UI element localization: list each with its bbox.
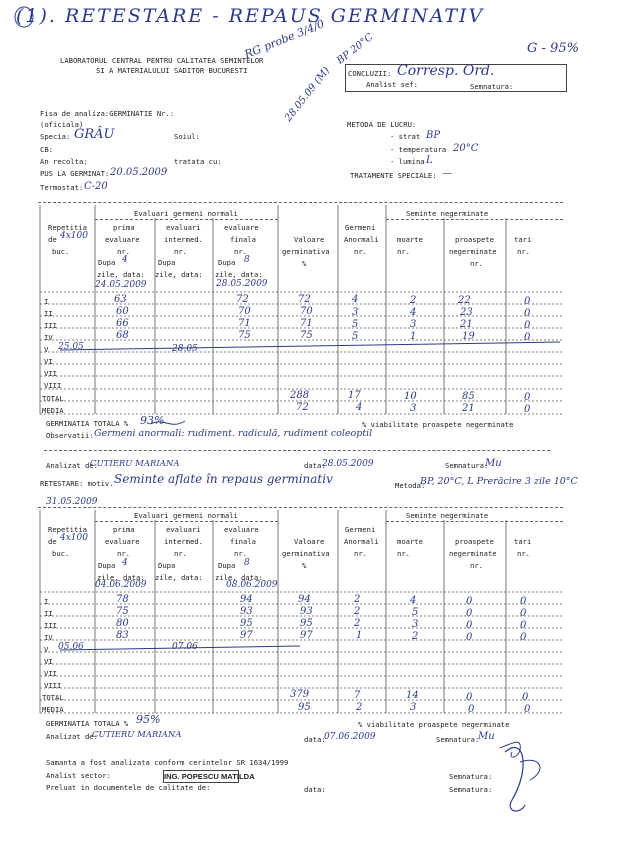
t2-r4-anormali: 1: [356, 630, 363, 641]
t1-row-label-VIII: VIII: [44, 381, 62, 390]
t2-zile-data-2: zile, data:: [155, 573, 203, 582]
retest-label: RETESTARE: motiv.: [40, 479, 114, 488]
t2-r3-finala: 95: [240, 618, 253, 629]
t1-r4-valoare: 75: [300, 330, 313, 341]
t1-dupa-finala-label: Dupa: [218, 258, 236, 267]
t2-media-valoare: 95: [298, 702, 311, 713]
t1-date-label: data:: [304, 461, 326, 470]
t2-r2-anormali: 2: [354, 606, 361, 617]
analysis-sheet-label: Fisa de analiza:GERMINATIE Nr.:: [40, 109, 175, 118]
t2-r2-prima: 75: [116, 606, 129, 617]
method-label: METODA DE LUCRU:: [347, 120, 417, 129]
retest-reason: Seminte aflate în repaus germinativ: [114, 472, 333, 486]
t1-observations-value: Germeni anormali: rudiment. radiculă, rudiment coleoptil: [94, 428, 373, 439]
t1-total-label: TOTAL: [42, 394, 64, 403]
t1-analyzed-by-label: Analizat de:: [46, 461, 98, 470]
t1-row-label-VI: VI: [44, 357, 53, 366]
t1-viability-label: % viabilitate proaspete negerminate: [362, 420, 514, 429]
t1-total-squiggle: [150, 421, 185, 424]
t1-observations-label: Observatii:: [46, 431, 94, 440]
t1-row-label-I: I: [44, 297, 49, 306]
retest-method-label: Metoda:: [395, 481, 426, 490]
t1-col-finala: finala: [230, 235, 256, 244]
t2-row-label-IV: IV: [44, 633, 53, 642]
retest-method-value: BP, 20°C, L Prerăcire 3 zile 10°C: [420, 476, 578, 487]
t2-col-interned: intermed.: [164, 537, 203, 546]
t1-col-germeni: Germeni: [345, 223, 376, 232]
taken-over-label: Preluat in documentele de calitate de:: [46, 783, 211, 792]
chief-signature-label: Semnatura:: [470, 82, 514, 91]
t2-col-buc: buc.: [52, 549, 70, 558]
t1-col-negerminate: negerminate: [449, 247, 497, 256]
conclusions-label: CONCLUZII:: [348, 69, 392, 78]
t1-total-tari: 0: [524, 392, 531, 403]
t1-media-valoare: 72: [296, 402, 309, 413]
t1-media-anormali: 4: [356, 402, 363, 413]
t2-zile-data-3: zile, data:: [215, 573, 263, 582]
t2-row-label-VIII: VIII: [44, 681, 62, 690]
t1-signature: Mu: [485, 458, 502, 469]
germination-result-handwritten: G - 95%: [527, 41, 579, 56]
t1-r2-finala: 70: [238, 306, 251, 317]
t1-r1-prima: 63: [114, 294, 127, 305]
t1-total-proaspete: 85: [462, 391, 475, 402]
t2-total-moarte: 14: [406, 690, 419, 701]
t2-col-percent: %: [302, 561, 307, 570]
t2-r2-finala: 93: [240, 606, 253, 617]
t1-col-proaspete: proaspete: [455, 235, 494, 244]
temperature-label: - temperatura: [390, 145, 447, 154]
t1-col-de: de: [48, 235, 57, 244]
t2-r2-proaspete: 0: [466, 608, 473, 619]
t1-r1-anormali: 4: [352, 294, 359, 305]
t2-replicates-value: 4x100: [60, 533, 88, 543]
t1-r1-moarte: 2: [410, 295, 417, 306]
chief-analyst-label: Analist sef:: [366, 80, 418, 89]
footer-signature-label-1: Semnatura:: [449, 772, 493, 781]
t1-row-label-IV: IV: [44, 333, 53, 342]
treated-with-label: tratata cu:: [174, 157, 222, 166]
t2-row-label-VI: VI: [44, 657, 53, 666]
t2-viability-label: % viabilitate proaspete negerminate: [358, 720, 510, 729]
t1-total-anormali: 17: [348, 390, 361, 401]
t1-col-moarte: moarte: [397, 235, 423, 244]
t1-row-label-V: V: [44, 345, 49, 354]
thermostat-label: Termostat:: [40, 183, 84, 192]
t2-row-rules: [40, 592, 562, 713]
t2-col-nr-2: nr.: [174, 549, 187, 558]
official-label: (oficiala): [40, 120, 84, 129]
t2-r3-proaspete: 0: [466, 620, 473, 631]
t2-col-proaspete: proaspete: [455, 537, 494, 546]
t2-media-tari: 0: [524, 704, 531, 715]
t1-r3-tari: 0: [524, 320, 531, 331]
substrate-label: - strat: [390, 132, 421, 141]
t1-col-valoare: Valoare: [294, 235, 325, 244]
t2-prima-date: 04.06.2009: [95, 580, 147, 590]
special-treatments-value: —: [442, 168, 452, 179]
t1-r4-finala: 75: [238, 330, 251, 341]
t2-media-moarte: 3: [410, 702, 417, 713]
lab-name-line1: LABORATORUL CENTRAL PENTRU CALITATEA SEMINTELOR: [60, 56, 264, 65]
t1-r2-prima: 60: [116, 306, 129, 317]
t2-col-prima: prima: [113, 525, 135, 534]
t2-r1-prima: 78: [116, 594, 129, 605]
harvest-year-label: An recolta:: [40, 157, 88, 166]
t2-col-nr-1: nr.: [117, 549, 130, 558]
t1-finala-date: 28.05.2009: [216, 279, 268, 289]
t2-dupa-finala-value: 8: [244, 558, 250, 568]
substrate-value: BP: [426, 130, 441, 141]
t2-col-anormali: Anormali: [344, 537, 379, 546]
t2-dupa-prima-label: Dupa: [98, 561, 116, 570]
t2-r1-tari: 0: [520, 596, 527, 607]
t1-r1-proaspete: 22: [458, 295, 471, 306]
t1-col-nr-6: nr.: [470, 259, 483, 268]
t2-r3-moarte: 3: [412, 619, 419, 630]
t2-r2-moarte: 5: [412, 607, 419, 618]
t1-media-tari: 0: [524, 404, 531, 415]
footer-signature-label-2: Semnatura:: [449, 785, 493, 794]
species-label: Specia:: [40, 132, 71, 141]
t1-media-moarte: 3: [410, 403, 417, 414]
t1-prima-date: 24.05.2009: [95, 280, 147, 290]
t2-dupa-finala-label: Dupa: [218, 561, 236, 570]
t2-zile-data-1: zile, data:: [97, 573, 145, 582]
t1-col-evaluare-1: evaluare: [105, 235, 140, 244]
t2-v-row-strike: [60, 646, 300, 650]
light-value: L: [426, 155, 433, 166]
t2-row-label-III: III: [44, 621, 57, 630]
t2-analyzed-by-label: Analizat de:: [46, 732, 98, 741]
t2-r3-prima: 80: [116, 618, 129, 629]
t1-col-interned: intermed.: [164, 235, 203, 244]
t2-header-non-germinated: Seminte negerminate: [406, 511, 489, 520]
t2-r4-finala: 97: [240, 630, 253, 641]
t1-col-anormali: Anormali: [344, 235, 379, 244]
t1-col-germinativa: germinativa: [282, 247, 330, 256]
t1-col-prima: prima: [113, 223, 135, 232]
t2-row-label-V: V: [44, 645, 49, 654]
t1-col-nr-7: nr.: [517, 247, 530, 256]
t1-media-label: MEDIA: [42, 406, 64, 415]
t2-col-tari: tari: [514, 537, 532, 546]
t1-zile-data-3: zile, data:: [215, 270, 263, 279]
t1-date-value: 28.05.2009: [322, 459, 374, 469]
t1-total-valoare: 288: [290, 390, 310, 401]
t2-date-label: data:: [304, 735, 326, 744]
t2-total-proaspete: 0: [466, 692, 473, 703]
t2-dupa-prima-value: 4: [122, 558, 128, 568]
t2-row-label-VII: VII: [44, 669, 57, 678]
t2-r3-tari: 0: [520, 620, 527, 631]
t1-r3-moarte: 3: [410, 319, 417, 330]
t1-col-nr-5: nr.: [397, 247, 410, 256]
t2-r2-valoare: 93: [300, 606, 313, 617]
t1-row-rules: [40, 292, 562, 414]
t2-r4-moarte: 2: [412, 631, 419, 642]
t1-v-inter-date: 28.05: [172, 344, 198, 354]
t1-r2-moarte: 4: [410, 307, 417, 318]
t2-row-label-II: II: [44, 609, 53, 618]
t2-row-label-I: I: [44, 597, 49, 606]
t2-analyzed-by-value: CUTIERU MARIANA: [92, 730, 182, 740]
t1-col-nr-1: nr.: [117, 247, 130, 256]
t2-col-nr-7: nr.: [517, 549, 530, 558]
t2-col-nr-3: nr.: [234, 549, 247, 558]
t1-r1-valoare: 72: [298, 294, 311, 305]
t1-r4-prima: 68: [116, 330, 129, 341]
t2-col-nr-4: nr.: [354, 549, 367, 558]
t1-r3-finala: 71: [238, 318, 251, 329]
t2-total-tari: 0: [522, 692, 529, 703]
t1-header-normal-evaluations: Evaluari germeni normali: [134, 209, 238, 218]
t1-total-germination-value: 93%: [140, 414, 165, 427]
t1-col-evaluare-2: evaluare: [224, 223, 259, 232]
t2-r4-proaspete: 0: [466, 632, 473, 643]
title-handwritten: (1). RETESTARE - REPAUS GERMINATIV: [16, 5, 485, 27]
t1-r4-proaspete: 19: [462, 331, 475, 342]
t1-col-evaluari: evaluari: [166, 223, 201, 232]
t1-col-nr-2: nr.: [174, 247, 187, 256]
t1-r2-tari: 0: [524, 308, 531, 319]
t1-r4-moarte: 1: [410, 331, 417, 342]
t2-column-separators: [40, 510, 506, 713]
t2-media-proaspete: 0: [468, 704, 475, 715]
t2-total-germination-value: 95%: [136, 713, 161, 726]
footer-date-label: data:: [304, 785, 326, 794]
t2-r2-tari: 0: [520, 608, 527, 619]
t1-header-non-germinated: Seminte negerminate: [406, 209, 489, 218]
t2-total-anormali: 7: [354, 690, 361, 701]
t2-v-prima-date: 05.06: [58, 642, 84, 652]
t2-col-evaluari: evaluari: [166, 525, 201, 534]
t2-finala-date: 08.06.2009: [226, 580, 278, 590]
t1-col-buc: buc.: [52, 247, 70, 256]
t2-col-germinativa: germinativa: [282, 549, 330, 558]
title-circle-mark: [15, 7, 33, 27]
t2-col-nr-5: nr.: [397, 549, 410, 558]
t2-media-label: MEDIA: [42, 705, 64, 714]
light-label: - lumina: [390, 157, 425, 166]
t1-r4-tari: 0: [524, 332, 531, 343]
set-to-germinate-date: 20.05.2009: [110, 167, 168, 178]
t2-header-normal-evaluations: Evaluari germeni normali: [134, 511, 238, 520]
t1-dupa-prima-label: Dupa: [98, 258, 116, 267]
t1-dupa-finala-value: 8: [244, 255, 250, 265]
t2-col-evaluare-2: evaluare: [224, 525, 259, 534]
ink-strokes: [15, 7, 560, 811]
t1-total-germination-label: GERMINATIA TOTALA %: [46, 419, 129, 428]
t2-col-valoare: Valoare: [294, 537, 325, 546]
t2-col-finala: finala: [230, 537, 256, 546]
t1-r3-valoare: 71: [300, 318, 313, 329]
diagonal-note-2: 28.05.09 (M): [283, 65, 333, 124]
t2-r1-valoare: 94: [298, 594, 311, 605]
t2-r4-valoare: 97: [300, 630, 313, 641]
special-treatments-label: TRATAMENTE SPECIALE:: [350, 171, 437, 180]
cb-label: CB:: [40, 145, 53, 154]
t2-r3-anormali: 2: [354, 618, 361, 629]
t1-r3-prima: 66: [116, 318, 129, 329]
t1-dupa-prima-value: 4: [122, 255, 128, 265]
t1-r2-anormali: 3: [352, 307, 359, 318]
t1-r1-tari: 0: [524, 296, 531, 307]
t1-total-moarte: 10: [404, 391, 417, 402]
t1-replicates-value: 4x100: [60, 231, 88, 241]
diagonal-note-1: RG probe 3/4/0: [242, 17, 327, 62]
t2-total-valoare: 379: [290, 689, 310, 700]
t2-col-evaluare-1: evaluare: [105, 537, 140, 546]
thermostat-value: C-20: [84, 181, 108, 192]
temperature-value: 20°C: [453, 143, 479, 154]
t1-r2-valoare: 70: [300, 306, 313, 317]
t2-date-value: 07.06.2009: [324, 732, 376, 742]
conclusions-handwritten: Corresp. Ord.: [397, 63, 495, 79]
t2-r1-proaspete: 0: [466, 596, 473, 607]
lab-name-line2: SI A MATERIALULUI SADITOR BUCURESTI: [96, 66, 248, 75]
t1-signature-label: Semnatura:: [445, 461, 489, 470]
t2-r4-tari: 0: [520, 632, 527, 643]
t1-dupa-inter-label: Dupa: [158, 258, 176, 267]
t1-v-prima-date: 25.05: [58, 342, 84, 352]
t2-total-label: TOTAL: [42, 693, 64, 702]
t2-col-germeni: Germeni: [345, 525, 376, 534]
t2-r4-prima: 83: [116, 630, 129, 641]
t1-r3-proaspete: 21: [460, 319, 473, 330]
t1-col-nr-4: nr.: [354, 247, 367, 256]
t1-r3-anormali: 5: [352, 319, 359, 330]
t1-analyzed-by-value: CUTIERU MARIANA: [90, 459, 180, 469]
t2-col-repetition: Repetitia: [48, 525, 87, 534]
standard-note: Samanta a fost analizata conform cerintelor SR 1634/1999: [46, 758, 289, 767]
t2-signature-label: Semnatura:: [436, 735, 480, 744]
t2-v-inter-date: 07.06: [172, 642, 198, 652]
t1-col-tari: tari: [514, 235, 532, 244]
retest-date: 31.05.2009: [46, 497, 98, 507]
t1-col-percent: %: [302, 259, 307, 268]
t2-dupa-inter-label: Dupa: [158, 561, 176, 570]
sector-analyst-label: Analist sector:: [46, 771, 111, 780]
t2-col-negerminate: negerminate: [449, 549, 497, 558]
t2-r1-moarte: 4: [410, 595, 417, 606]
t2-signature-flourish: [500, 742, 520, 757]
t1-zile-data-2: zile, data:: [155, 270, 203, 279]
t2-total-germination-label: GERMINATIA TOTALA %: [46, 719, 129, 728]
t2-r1-finala: 94: [240, 594, 253, 605]
t2-col-nr-6: nr.: [470, 561, 483, 570]
t1-col-nr-3: nr.: [234, 247, 247, 256]
t1-v-row-strike: [60, 342, 560, 350]
t1-r1-finala: 72: [236, 294, 249, 305]
variety-label: Soiul:: [174, 132, 200, 141]
t1-r2-proaspete: 23: [460, 307, 473, 318]
t2-col-moarte: moarte: [397, 537, 423, 546]
species-value: GRÂU: [74, 127, 115, 142]
t1-r4-anormali: 5: [352, 331, 359, 342]
t1-zile-data-1: zile, data:: [97, 270, 145, 279]
t1-row-label-VII: VII: [44, 369, 57, 378]
t1-column-separators: [40, 205, 506, 414]
t1-col-repetition: Repetitia: [48, 223, 87, 232]
t2-r1-anormali: 2: [354, 594, 361, 605]
set-to-germinate-label: PUS LA GERMINAT:: [40, 169, 110, 178]
t2-media-anormali: 2: [356, 702, 363, 713]
t1-media-proaspete: 21: [462, 403, 475, 414]
t2-col-de: de: [48, 537, 57, 546]
diagonal-note-3: BP 20°C: [335, 31, 376, 67]
t1-row-label-III: III: [44, 321, 57, 330]
analyst-stamp-text: ING. POPESCU MATILDA: [164, 772, 255, 781]
t2-signature: Mu: [478, 731, 495, 742]
t2-r3-valoare: 95: [300, 618, 313, 629]
t1-row-label-II: II: [44, 309, 53, 318]
